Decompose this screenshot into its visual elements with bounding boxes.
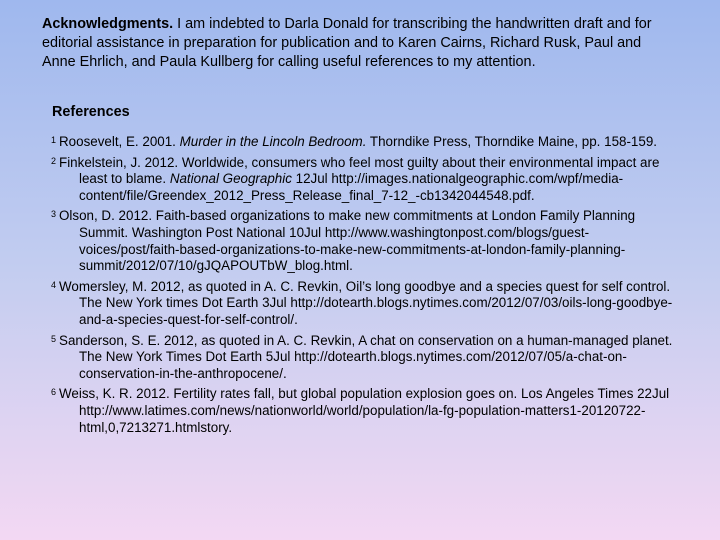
reference-text: Finkelstein, J. 2012. Worldwide, consumers who feel most guilty about their environmental impact are least to blame. <box>59 154 660 187</box>
reference-item-5 <box>51 333 681 383</box>
reference-text: Roosevelt, E. 2001. <box>59 134 180 149</box>
reference-number: 3 <box>51 209 57 220</box>
reference-number: 1 <box>51 135 57 145</box>
reference-item-6 <box>51 386 681 436</box>
reference-item-1 <box>51 134 681 151</box>
references-title: References <box>52 104 130 120</box>
reference-text-cont: Thorndike Press, Thorndike Maine, pp. 158-159. <box>366 134 657 149</box>
references-list <box>51 134 681 440</box>
reference-number: 6 <box>51 387 57 398</box>
reference-text: Weiss, K. R. 2012. Fertility rates fall, but global population explosion goes on. Los Angeles Times 22Jul http://www.latimes.com/news/nationworld/world/population/la-fg-population-matters1-20120722-html,0,7213271.htmlstory. <box>59 386 670 435</box>
acknowledgments-paragraph <box>42 15 677 73</box>
reference-text: Olson, D. 2012. Faith-based organizations to make new commitments at London Family Planning Summit. Washington Post National 10Jul http://www.washingtonpost.com/blogs/guest-voices/post/faith-based-organizations-to-make-new-commitments-at-london-family-planning-summit/2012/07/10/gJQAPOUTbW_blog.html. <box>59 208 636 274</box>
reference-number: 5 <box>51 333 57 344</box>
reference-title-italic: National Geographic <box>169 171 292 187</box>
reference-item-2 <box>51 155 681 205</box>
reference-item-3 <box>51 208 681 274</box>
reference-title-italic: Murder in the Lincoln Bedroom. <box>179 134 367 149</box>
reference-number: 4 <box>51 279 57 290</box>
acknowledgments-heading: Acknowledgments. <box>42 16 174 32</box>
reference-number: 2 <box>51 155 57 166</box>
reference-text-cont: 12Jul http://images.nationalgeographic.com/wpf/media-content/file/Greendex_2012_Press_Release_final_7-12_-cb1342044548.pdf. <box>79 171 624 203</box>
reference-text: Womersley, M. 2012, as quoted in A. C. Revkin, Oil’s long goodbye and a species quest for self control. The New York times Dot Earth 3Jul http://dotearth.blogs.nytimes.com/2012/07/03/oils-long-goodbye-and-a-species-quest-for-self-control/. <box>59 278 673 327</box>
reference-text: Sanderson, S. E. 2012, as quoted in A. C. Revkin, A chat on conservation on a human-managed planet. The New York Times Dot Earth 5Jul http://dotearth.blogs.nytimes.com/2012/07/05/a-chat-on-conservation-in-the-anthropocene/. <box>59 332 673 381</box>
acknowledgments-text: I am indebted to Darla Donald for transcribing the handwritten draft and for editorial assistance in preparation for publication and to Karen Cairns, Richard Rusk, Paul and Anne Ehrlich, and Paula Kullberg for calling useful references to my attention. <box>42 16 652 71</box>
reference-item-4 <box>51 279 681 329</box>
